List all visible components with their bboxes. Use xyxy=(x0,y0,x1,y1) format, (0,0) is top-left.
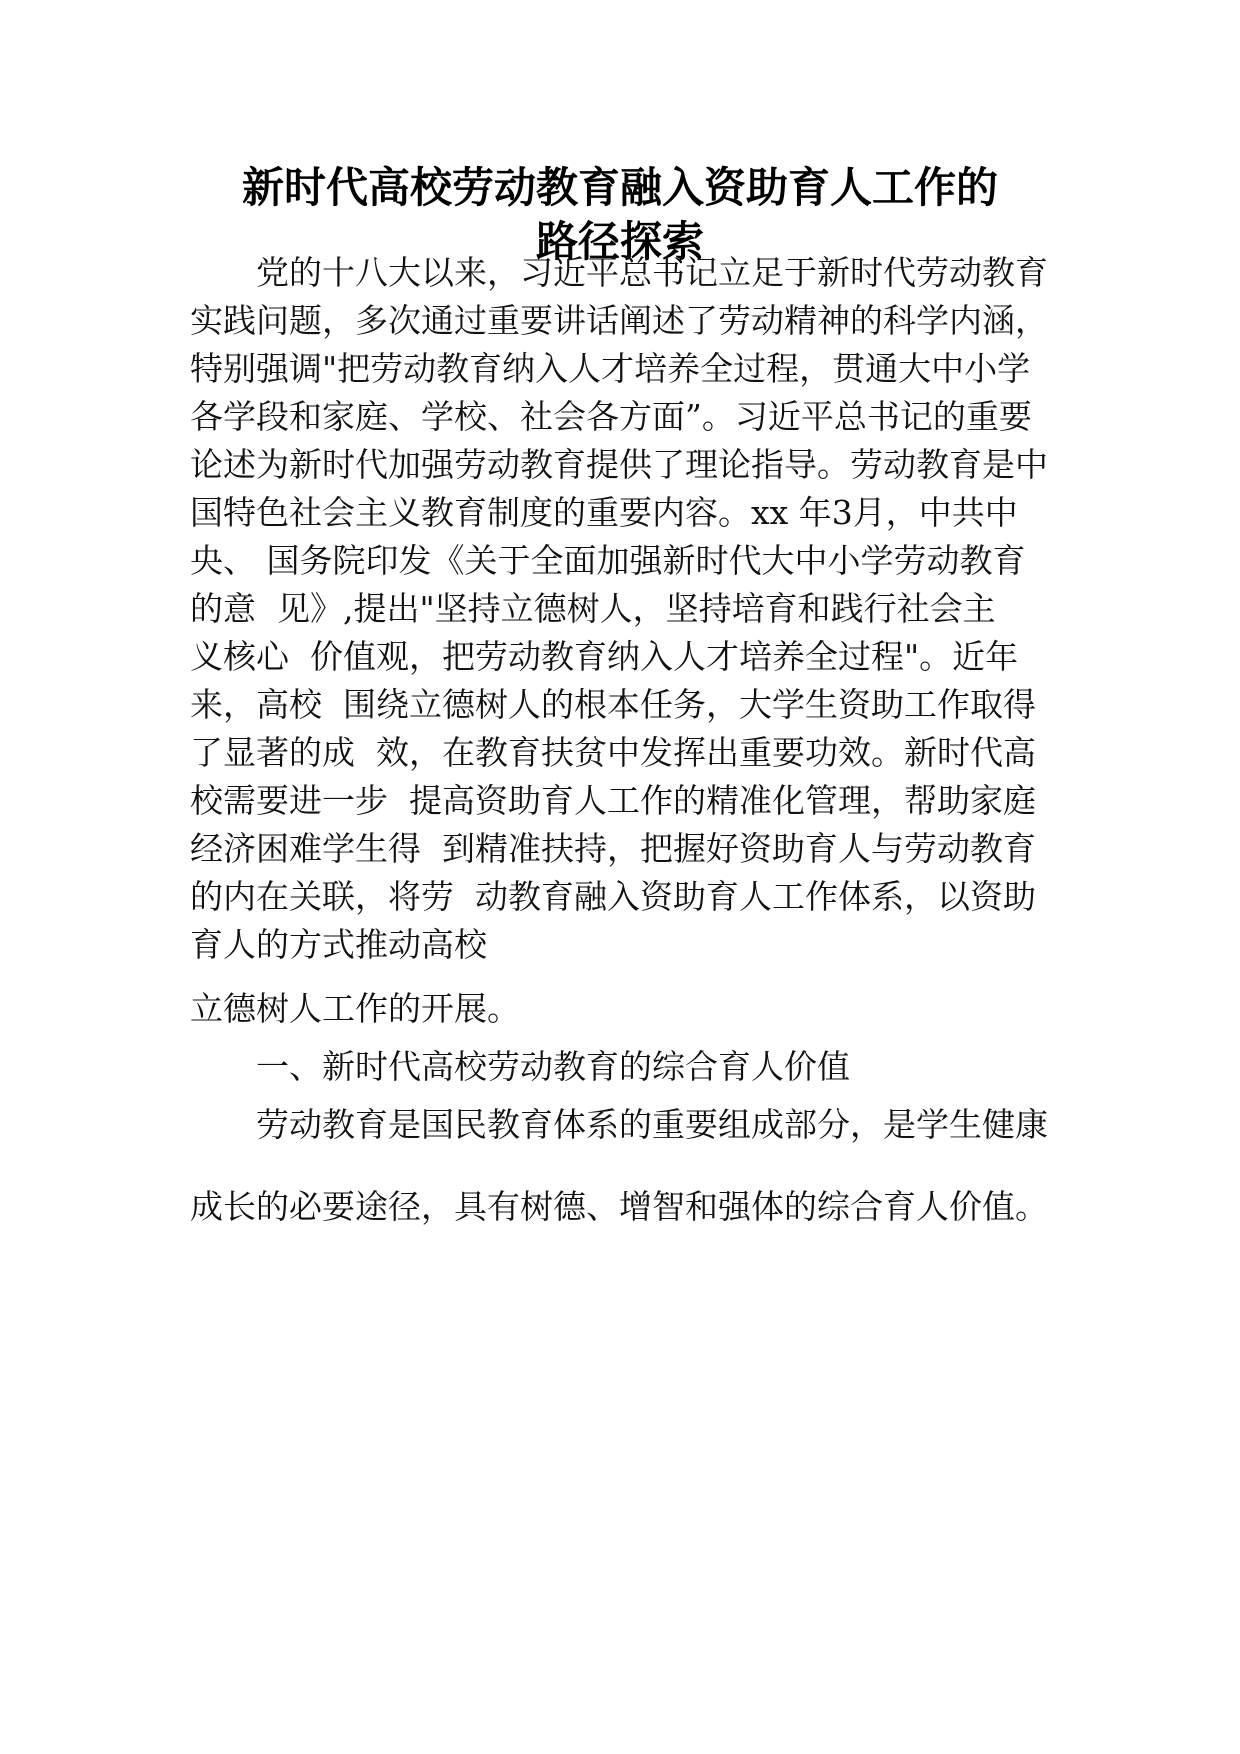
paragraph-1-line: 经济困难学生得 到精准扶持，把握好资助育人与劳动教育 xyxy=(190,829,1036,868)
paragraph-1-line: 央、 国务院印发《关于全面加强新时代大中小学劳动教育 xyxy=(190,541,1026,580)
section-heading: 一、新时代高校劳动教育的综合育人价值 xyxy=(256,1047,850,1086)
paragraph-2-line: 劳动教育是国民教育体系的重要组成部分，是学生健康 xyxy=(256,1105,1048,1144)
document-title-line-2: 路径探索 xyxy=(535,217,704,266)
paragraph-1-tail: 立德树人工作的开展。 xyxy=(190,989,520,1028)
paragraph-1-line: 育人的方式推动高校 xyxy=(190,925,487,964)
paragraph-1-line: 校需要进一步 提高资助育人工作的精准化管理，帮助家庭 xyxy=(190,781,1036,820)
paragraph-1-line: 特别强调"把劳动教育纳入人才培养全过程，贯通大中小学 xyxy=(190,349,1031,388)
paragraph-1-line: 的内在关联，将劳 动教育融入资助育人工作体系，以资助 xyxy=(190,877,1036,916)
document-title-line-1: 新时代高校劳动教育融入资助育人工作的 xyxy=(241,163,998,212)
paragraph-1-line: 论述为新时代加强劳动教育提供了理论指导。劳动教育是中 xyxy=(190,445,1048,484)
paragraph-1-line: 国特色社会主义教育制度的重要内容。xx 年3月，中共中 xyxy=(190,493,1018,532)
paragraph-1-line: 党的十八大以来，习近平总书记立足于新时代劳动教育 xyxy=(256,253,1048,292)
paragraph-1-line: 义核心 价值观，把劳动教育纳入人才培养全过程"。近年 xyxy=(190,637,1019,676)
paragraph-2-line: 成长的必要途径，具有树德、增智和强体的综合育人价值。 xyxy=(190,1187,1048,1226)
paragraph-1-line: 实践问题，多次通过重要讲话阐述了劳动精神的科学内涵， xyxy=(190,301,1048,340)
paragraph-1-line: 各学段和家庭、学校、社会各方面”。习近平总书记的重要 xyxy=(190,397,1032,436)
paragraph-1-line: 了显著的成 效，在教育扶贫中发挥出重要功效。新时代高 xyxy=(190,733,1036,772)
paragraph-1-line: 来，高校 围绕立德树人的根本任务，大学生资助工作取得 xyxy=(190,685,1036,724)
paragraph-1-line: 的意 见》,提出"坚持立德树人，坚持培育和践行社会主 xyxy=(190,589,996,628)
